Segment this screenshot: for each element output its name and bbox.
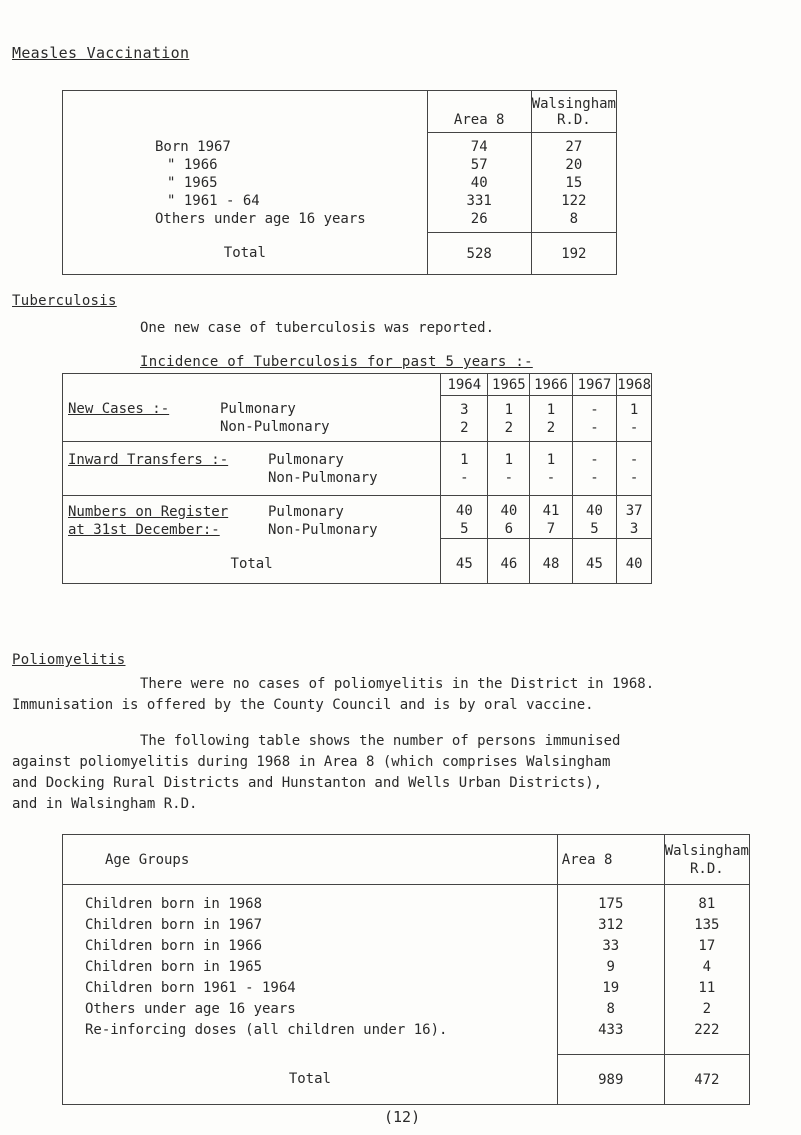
tb-cell: - bbox=[590, 401, 599, 418]
tb-cell: 2 bbox=[504, 419, 514, 436]
tb-cell: - bbox=[460, 469, 469, 486]
polio-area-value: 433 bbox=[598, 1022, 624, 1038]
measles-area-value: 26 bbox=[470, 210, 488, 227]
polio-row-label: Others under age 16 years bbox=[85, 1001, 296, 1017]
polio-col-wals: Walsingham bbox=[664, 842, 749, 859]
polio-area-value: 175 bbox=[598, 896, 624, 912]
measles-wals-values bbox=[532, 138, 616, 228]
tb-year: 1967 bbox=[572, 374, 617, 396]
tb-total: 45 bbox=[572, 546, 617, 584]
measles-area-value: 57 bbox=[470, 156, 488, 173]
polio-row-label: Children born 1961 - 1964 bbox=[85, 980, 296, 996]
tb-cell: - bbox=[546, 469, 556, 486]
polio-total-label: Total bbox=[63, 1055, 558, 1105]
tb-heading: Tuberculosis bbox=[12, 293, 117, 309]
tb-text: One new case of tuberculosis was reported. bbox=[140, 320, 495, 336]
polio-total-wals: 472 bbox=[664, 1055, 749, 1105]
polio-para2-line1: The following table shows the number of persons immunised bbox=[140, 733, 621, 749]
tb-total: 48 bbox=[530, 546, 572, 584]
tb-incidence: Incidence of Tuberculosis for past 5 years :- bbox=[140, 354, 533, 370]
tb-year: 1965 bbox=[488, 374, 530, 396]
tb-cell: 1 bbox=[629, 401, 639, 418]
tb-year: 1968 bbox=[617, 374, 652, 396]
polio-area-value: 9 bbox=[606, 959, 615, 975]
tb-cell: - bbox=[504, 469, 514, 486]
polio-col-area: Area 8 bbox=[557, 835, 664, 885]
measles-col-area: Area 8 bbox=[427, 91, 531, 133]
polio-row-label: Children born in 1967 bbox=[85, 917, 263, 933]
tb-total: 46 bbox=[488, 546, 530, 584]
tb-cell: 1 bbox=[460, 451, 469, 468]
tb-new-cases-label: New Cases :- bbox=[68, 401, 170, 418]
measles-total-label: Total bbox=[63, 233, 428, 275]
tb-pulmonary-label: Pulmonary bbox=[268, 451, 344, 468]
measles-row-label: Born 1967 bbox=[155, 138, 231, 155]
page-number: (12) bbox=[384, 1108, 421, 1126]
tb-cell: 6 bbox=[488, 520, 529, 539]
tb-year: 1964 bbox=[441, 374, 488, 396]
tb-cell: 1 bbox=[504, 451, 514, 468]
measles-wals-value: 122 bbox=[561, 192, 587, 209]
polio-area-value: 312 bbox=[598, 917, 624, 933]
tb-cell: 1 bbox=[546, 451, 556, 468]
tb-non-pulmonary-label: Non-Pulmonary bbox=[268, 469, 378, 486]
polio-para1-line1: There were no cases of poliomyelitis in the District in 1968. bbox=[140, 676, 655, 692]
polio-para2-line4: and in Walsingham R.D. bbox=[12, 796, 198, 812]
polio-para2-line3: and Docking Rural Districts and Hunstanton and Wells Urban Districts), bbox=[12, 775, 603, 791]
tb-non-pulmonary-label: Non-Pulmonary bbox=[220, 419, 330, 436]
tb-cell: 2 bbox=[546, 419, 556, 436]
tb-cell: 40 bbox=[500, 503, 518, 520]
polio-area-value: 19 bbox=[602, 980, 620, 996]
tb-non-pulmonary-label: Non-Pulmonary bbox=[268, 521, 378, 538]
tb-cell: - bbox=[629, 419, 639, 436]
tb-register-label: at 31st December:- bbox=[68, 521, 220, 538]
tb-cell: 2 bbox=[460, 419, 469, 436]
polio-heading: Poliomyelitis bbox=[12, 652, 126, 668]
polio-wals-value: 11 bbox=[698, 980, 716, 996]
measles-row-label: Others under age 16 years bbox=[155, 210, 366, 227]
tb-total-label: Total bbox=[63, 546, 441, 584]
tb-transfers-label: Inward Transfers :- bbox=[68, 451, 229, 468]
measles-row-labels bbox=[155, 138, 427, 228]
polio-wals-value: 135 bbox=[694, 917, 720, 933]
polio-wals-value: 81 bbox=[698, 896, 716, 912]
tb-cell: 41 bbox=[542, 503, 560, 520]
tb-cell: 1 bbox=[504, 401, 514, 418]
polio-row-label: Re-inforcing doses (all children under 16). bbox=[85, 1022, 448, 1038]
measles-wals-value: 15 bbox=[565, 174, 583, 191]
polio-table bbox=[62, 834, 750, 1105]
measles-total-area: 528 bbox=[427, 233, 531, 275]
tb-pulmonary-label: Pulmonary bbox=[268, 503, 344, 520]
tb-cell: 3 bbox=[617, 520, 651, 539]
polio-col-age: Age Groups bbox=[63, 835, 558, 885]
tb-cell: 5 bbox=[441, 520, 487, 539]
measles-row-label: " 1966 bbox=[167, 156, 218, 173]
polio-area-value: 33 bbox=[602, 938, 620, 954]
tb-cell: 3 bbox=[460, 401, 469, 418]
measles-area-values bbox=[428, 138, 531, 228]
polio-para2-line2: against poliomyelitis during 1968 in Area 8 (which comprises Walsingham bbox=[12, 754, 611, 770]
tb-cell: 37 bbox=[625, 503, 643, 520]
tb-cell: 40 bbox=[455, 503, 473, 520]
measles-row-label: " 1961 - 64 bbox=[167, 192, 260, 209]
measles-area-value: 331 bbox=[466, 192, 492, 209]
measles-area-value: 40 bbox=[470, 174, 488, 191]
tb-cell: - bbox=[590, 451, 599, 468]
polio-row-label: Children born in 1968 bbox=[85, 896, 263, 912]
polio-wals-value: 222 bbox=[694, 1022, 720, 1038]
measles-row-label: " 1965 bbox=[167, 174, 218, 191]
polio-total-area: 989 bbox=[557, 1055, 664, 1105]
tb-pulmonary-label: Pulmonary bbox=[220, 401, 296, 418]
tb-cell: - bbox=[629, 469, 639, 486]
measles-table bbox=[62, 90, 617, 275]
tb-cell: 5 bbox=[573, 520, 617, 539]
measles-wals-value: 27 bbox=[565, 138, 583, 155]
polio-wals-value: 2 bbox=[702, 1001, 712, 1017]
polio-col-wals-rd: R.D. bbox=[689, 860, 724, 877]
page-heading: Measles Vaccination bbox=[12, 44, 190, 62]
measles-wals-value: 8 bbox=[569, 210, 579, 227]
polio-para1-line2: Immunisation is offered by the County Council and is by oral vaccine. bbox=[12, 697, 594, 713]
polio-area-value: 8 bbox=[606, 1001, 615, 1017]
tb-cell: 7 bbox=[530, 520, 571, 539]
tb-year: 1966 bbox=[530, 374, 572, 396]
tb-cell: 1 bbox=[546, 401, 556, 418]
measles-total-wals: 192 bbox=[531, 233, 616, 275]
tb-cell: - bbox=[590, 419, 599, 436]
measles-area-value: 74 bbox=[470, 138, 488, 155]
polio-row-label: Children born in 1965 bbox=[85, 959, 263, 975]
tb-cell: 40 bbox=[586, 503, 603, 520]
polio-wals-value: 17 bbox=[698, 938, 716, 954]
tb-total: 40 bbox=[617, 546, 652, 584]
tb-cell: - bbox=[629, 451, 639, 468]
tb-table bbox=[62, 373, 652, 584]
polio-wals-value: 4 bbox=[702, 959, 712, 975]
tb-register-label: Numbers on Register bbox=[68, 503, 229, 520]
polio-row-label: Children born in 1966 bbox=[85, 938, 263, 954]
measles-col-walsingham: Walsingham R.D. bbox=[531, 91, 616, 133]
tb-total: 45 bbox=[441, 546, 488, 584]
measles-wals-value: 20 bbox=[565, 156, 583, 173]
tb-cell: - bbox=[590, 469, 599, 486]
